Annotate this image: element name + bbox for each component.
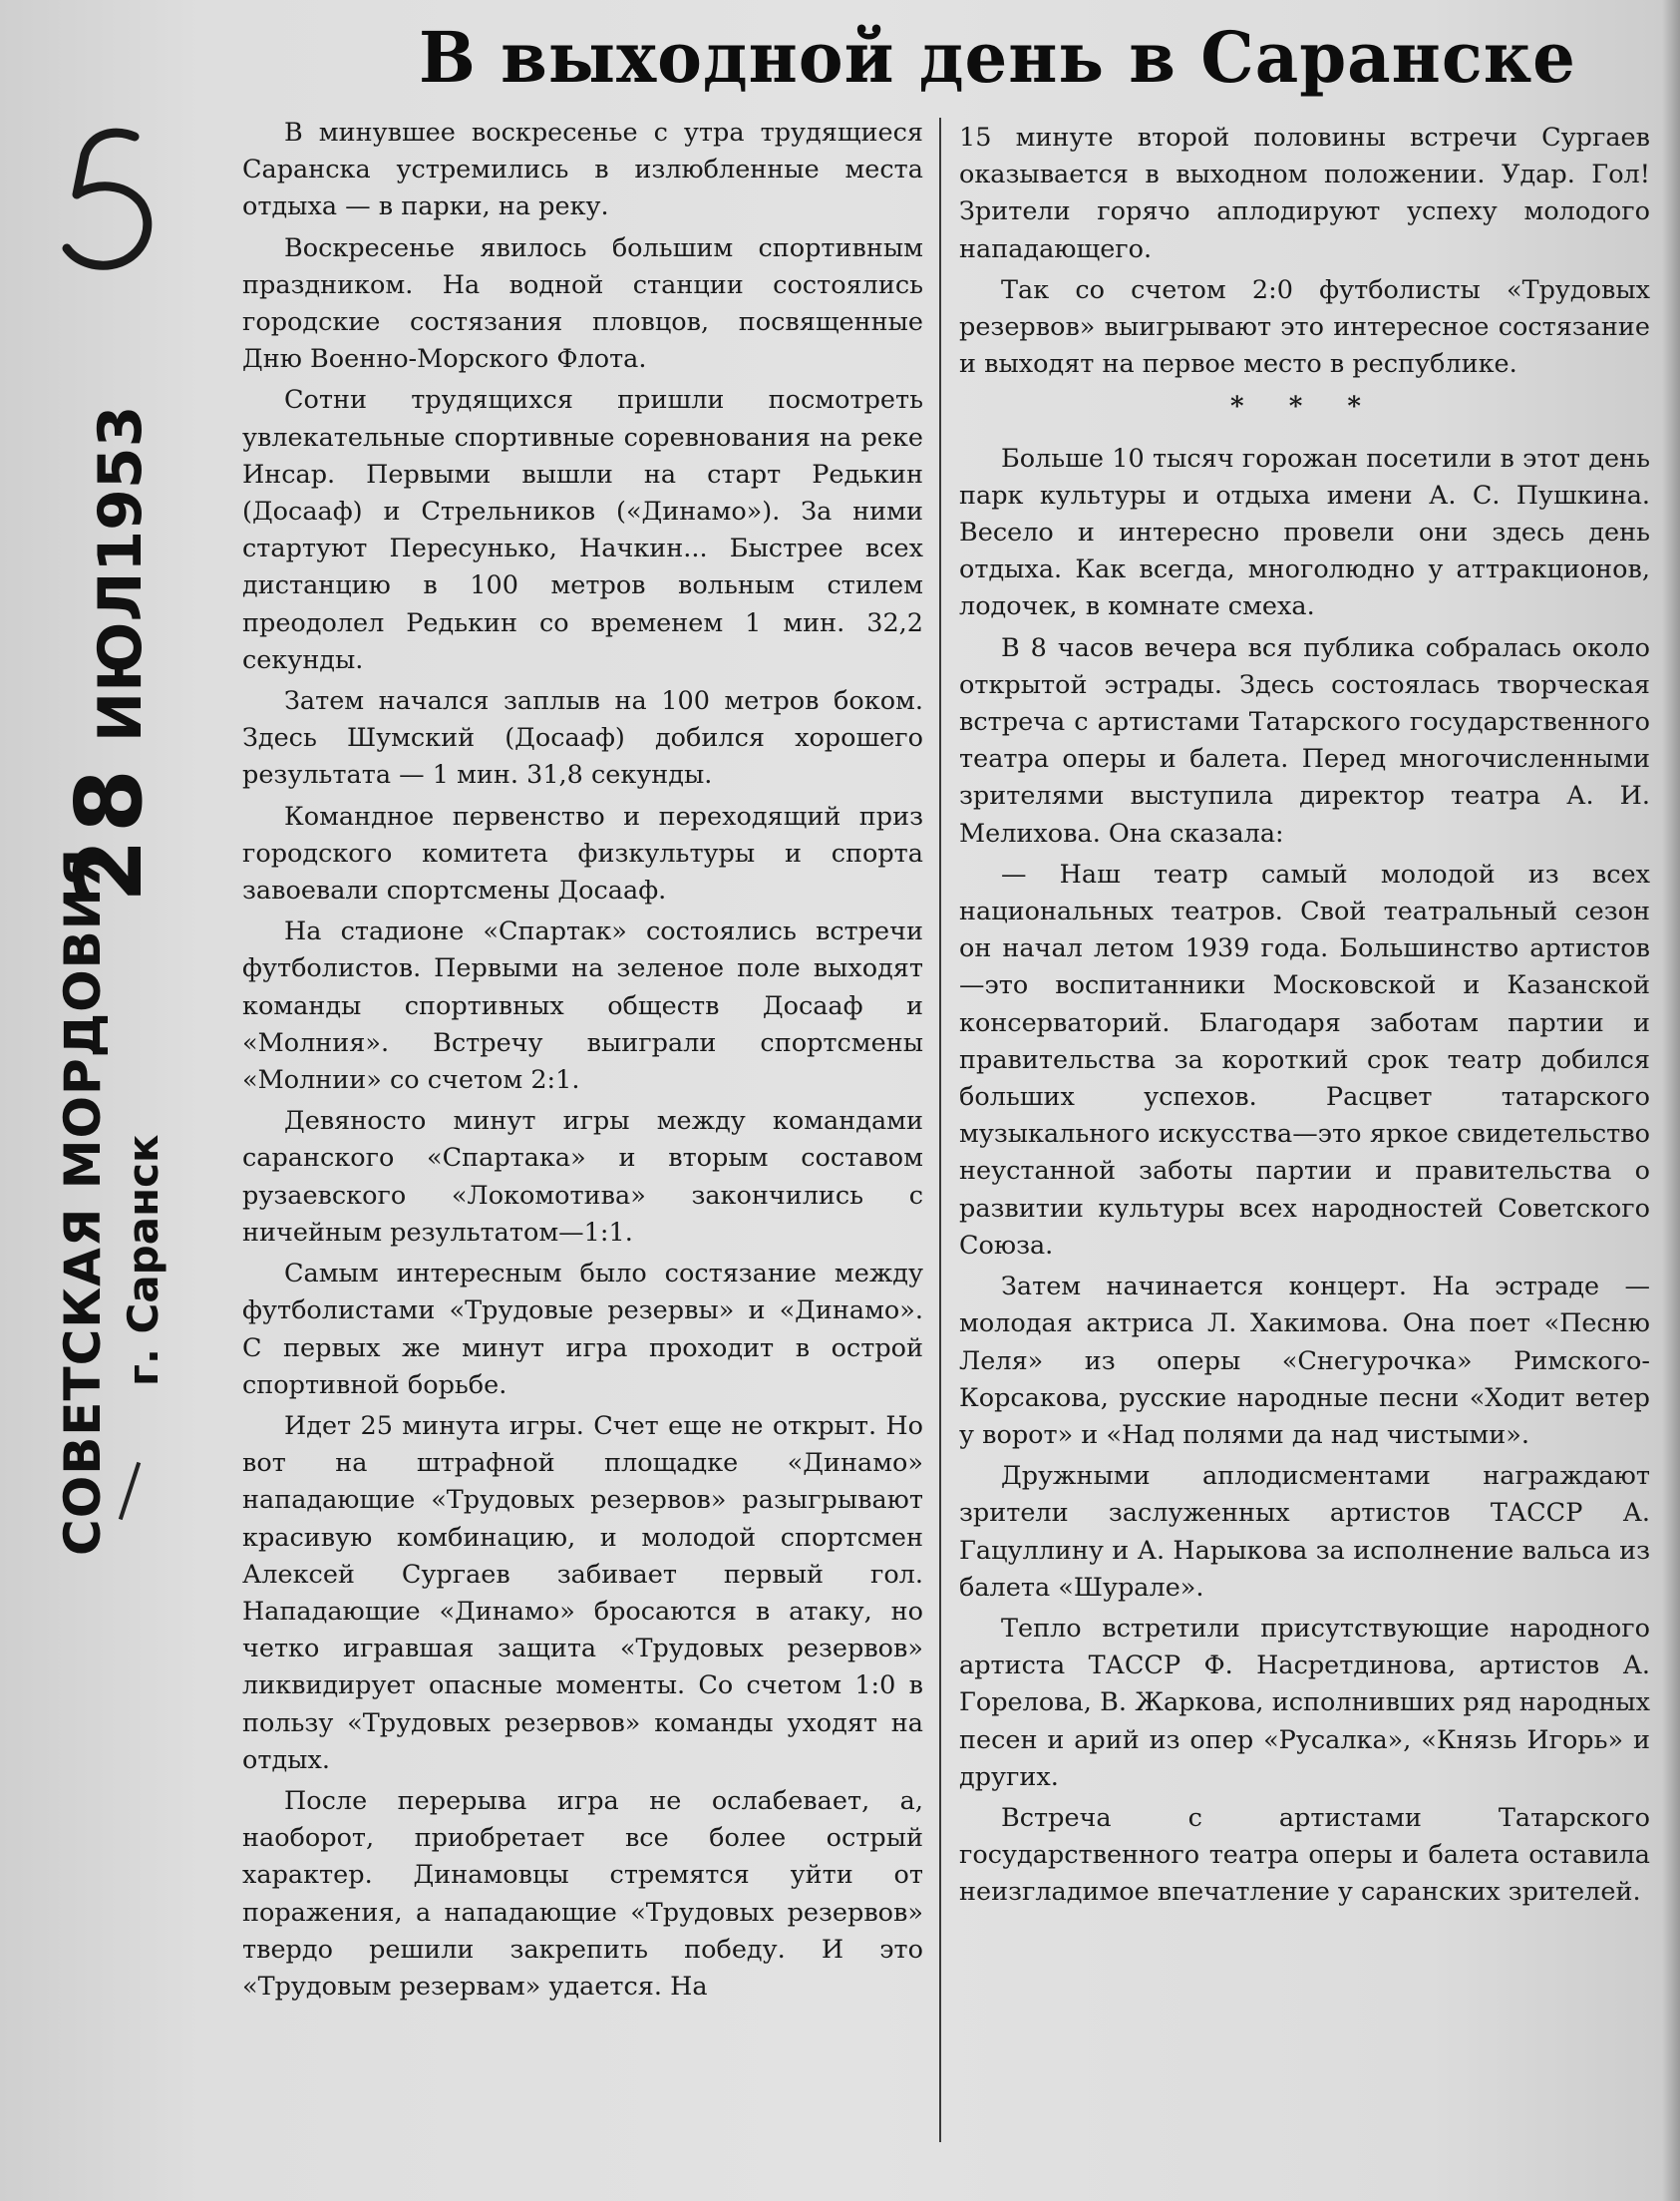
article-paragraph: — Наш театр самый молодой из всех национальных театров. Свой театральный сезон он начал летом 1939 года. Большинство артистов—это воспитанники Московской и Казанской консерваторий. Благодаря заботам партии и правительства за короткий срок театр добился больших успехов. Расцвет татарского музыкального искусства—это яркое свидетельство неустанной заботы партии и правительства о развитии культуры всех народностей Советского Союза. [959,859,1650,1261]
article-paragraph: Больше 10 тысяч горожан посетили в этот день парк культуры и отдыха имени А. С. Пушкина. Весело и интересно провели они здесь день отдыха. Как всегда, многолюдно у аттракционов, лодочек, в комнате смеха. [959,443,1650,622]
article-paragraph: Затем начинается концерт. На эстраде — молодая актриса Л. Хакимова. Она поет «Песню Леля» из оперы «Снегурочка» Римского-Корсакова, русские народные песни «Ходит ветер у ворот» и «Над полями да над чистыми». [959,1272,1650,1450]
article-paragraph: Девяносто минут игры между командами саранского «Спартака» и вторым составом рузаевского «Локомотива» закончились с ничейным результатом—1:1. [242,1106,923,1248]
article-paragraph: После перерыва игра не ослабевает, а, наоборот, приобретает все более острый характер. Динамовцы стремятся уйти от поражения, а нападающие «Трудовых резервов» твердо решили закрепить победу. И это «Трудовым резервам» удается. На [242,1785,923,2002]
article-continuation: 15 минуте второй половины встречи Сургаев оказывается в выходном положении. Удар. Гол! Зрители горячо аплодируют успеху молодого нападающего. [959,123,1650,264]
stamp-newspaper-name: СОВЕТСКАЯ МОРДОВИЯ [54,847,112,1556]
section-separator: * * * [1230,392,1379,423]
column-divider [939,118,941,2142]
stamp-date [56,405,163,903]
article-paragraph: В 8 часов вечера вся публика собралась около открытой эстрады. Здесь состоялась творческая встреча с артистами Татарского государственного театра оперы и балета. Перед многочисленными зрителями выступила директор театра А. И. Мелихова. Она сказала: [959,632,1650,849]
article-paragraph: Так со счетом 2:0 футболисты «Трудовых резервов» выигрывают это интересное состязание и выходят на первое место в республике. [959,274,1650,380]
article-paragraph: Воскресенье явилось большим спортивным праздником. На водной станции состоялись городские состязания пловцов, посвященные Дню Военно-Морского Флота. [242,232,923,375]
stamp-slash-mark [119,1462,141,1520]
article-paragraph: В минувшее воскресенье с утра трудящиеся Саранска устремились в излюбленные места отдыха — в парки, на реку. [242,118,923,222]
article-paragraph: Дружными аплодисментами награждают зрители заслуженных артистов ТАССР А. Гацуллину и А. Нарыкова за исполнение вальса из балета «Шурале». [959,1461,1650,1603]
article-paragraph: Сотни трудящихся пришли посмотреть увлекательные спортивные соревнования на реке Инсар. Первыми вышли на старт Редькин (Досааф) и Стрельников («Динамо»). За ними стартуют Пересунько, Начкин... Быстрее всех дистанцию в 100 метров вольным стилем преодолел Редькин со временем 1 мин. 32,2 секунды. [242,385,923,675]
article-paragraph: Самым интересным было состязание между футболистами «Трудовые резервы» и «Динамо». С первых же минут игра проходит в острой спортивной борьбе. [242,1259,923,1400]
article-paragraph: Встреча с артистами Татарского государственного театра оперы и балета оставила неизгладимое впечатление у саранских зрителей. [959,1802,1650,1908]
article-paragraph: Затем начался заплыв на 100 метров боком. Здесь Шумский (Досааф) добился хорошего результата — 1 мин. 31,8 секунды. [242,686,923,791]
scan-edge-shadow [1662,0,1680,2201]
article-left-column [242,115,923,2006]
stamp-city: г. Саранск [119,1134,168,1386]
article-paragraph: На стадионе «Спартак» состоялись встречи футболистов. Первыми на зеленое поле выходят команды спортивных обществ Досааф и «Молния». Встречу выиграли спортсмены «Молнии» со счетом 2:1. [242,917,923,1096]
stamp-date-day: 28 [56,762,163,903]
handwritten-mark-text: 5 [55,125,56,126]
stamp-date-month-year: ИЮЛ1953 [86,405,156,743]
handwritten-number-mark [55,125,165,274]
article-right-column [959,120,1650,1912]
headline: В выходной день в Саранске [419,16,1576,99]
article-paragraph: Идет 25 минута игры. Счет еще не открыт. Но вот на штрафной площадке «Динамо» нападающие «Трудовых резервов» разыгрывают красивую комбинацию, и молодой спортсмен Алексей Сургаев забивает первый гол. Нападающие «Динамо» бросаются в атаку, но четко игравшая защита «Трудовых резервов» ликвидирует опасные моменты. Со счетом 1:0 в пользу «Трудовых резервов» команды уходят на отдых. [242,1410,923,1775]
article-paragraph: Тепло встретили присутствующие народного артиста ТАССР Ф. Насретдинова, артистов А. Горелова, В. Жаркова, исполнивших ряд народных песен и арий из опер «Русалка», «Князь Игорь» и других. [959,1613,1650,1792]
article-paragraph: Командное первенство и переходящий приз городского комитета физкультуры и спорта завоевали спортсмены Досааф. [242,801,923,907]
